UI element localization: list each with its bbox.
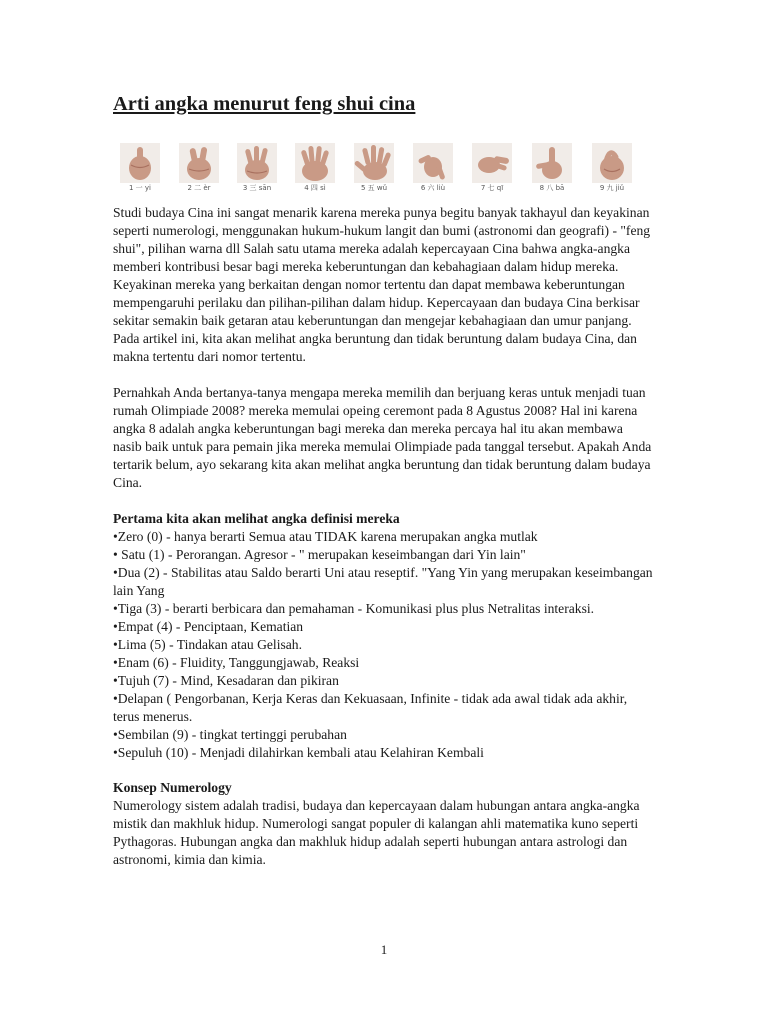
hand-nine-icon [592, 143, 632, 183]
hand-gesture-8 [530, 143, 574, 195]
definitions-heading: Pertama kita akan melihat angka definisi mereka [113, 511, 400, 526]
definition-five: •Lima (5) - Tindakan atau Gelisah. [113, 637, 302, 652]
definition-seven: •Tujuh (7) - Mind, Kesadaran dan pikiran [113, 673, 339, 688]
hand-gesture-9 [590, 143, 634, 195]
hand-gesture-5 [352, 143, 396, 195]
hand-label: 4 四 sì [304, 184, 326, 192]
paragraph-spacer [113, 762, 653, 779]
hand-two-icon [179, 143, 219, 183]
hand-gesture-6 [411, 143, 455, 195]
definition-three: •Tiga (3) - berarti berbicara dan pemahaman - Komunikasi plus plus Netralitas interaksi. [113, 601, 595, 616]
hand-label: 6 六 liù [420, 184, 446, 192]
hand-gestures-figure [118, 143, 634, 195]
definition-zero: •Zero (0) - hanya berarti Semua atau TIDAK karena merupakan angka mutlak [113, 529, 538, 544]
hand-label: 7 七 qī [480, 184, 504, 192]
numerology-heading: Konsep Numerology [113, 780, 232, 795]
document-title: Arti angka menurut feng shui cina [113, 93, 416, 115]
definition-eight: •Delapan ( Pengorbanan, Kerja Keras dan Kekuasaan, Infinite - tidak ada awal tidak ada akhir, terus menerus. [113, 691, 628, 724]
hand-gesture-7 [470, 143, 514, 195]
hand-seven-icon [472, 143, 512, 183]
definition-six: •Enam (6) - Fluidity, Tanggungjawab, Reaksi [113, 655, 360, 670]
hand-six-icon [413, 143, 453, 183]
hand-gesture-4 [293, 143, 337, 195]
hand-label: 2 二 èr [187, 184, 211, 192]
hand-label: 3 三 sān [242, 184, 272, 192]
hand-four-icon [295, 143, 335, 183]
olympics-paragraph: Pernahkah Anda bertanya-tanya mengapa mereka memilih dan berjuang keras untuk menjadi tuan rumah Olimpiade 2008? mereka memulai opeing ceremont pada 8 Agustus 2008? Hal ini karena angka 8 adalah angka keberuntungan bagi mereka dan mereka percaya hal itu akan membawa nasib baik untuk para pemain jika mereka memulai Olimpiade pada tanggal tersebut. Apakah Anda tertarik belum, ayo sekarang kita akan melihat angka beruntung dan tidak beruntung dalam budaya Cina. [113, 385, 652, 490]
numerology-paragraph: Numerology sistem adalah tradisi, budaya dan kepercayaan dalam hubungan antara angka-angka mistik dan makhluk hidup. Numerologi sangat populer di kalangan ahli matematika kuno seperti Pythagoras. Hubungan angka dan makhluk hidup adalah seperti hubungan antara astrologi dan astronomi, kimia dan kimia. [113, 798, 640, 867]
hand-label: 1 一 yi [129, 184, 151, 192]
definition-one: • Satu (1) - Perorangan. Agresor - " merupakan keseimbangan dari Yin lain" [113, 547, 526, 562]
definition-ten: •Sepuluh (10) - Menjadi dilahirkan kembali atau Kelahiran Kembali [113, 745, 484, 760]
hand-label: 5 五 wǔ [360, 184, 388, 192]
hand-label: 9 九 jiǔ [599, 184, 625, 192]
hand-gesture-2 [177, 143, 221, 195]
page-number: 1 [380, 942, 388, 957]
hand-three-icon [237, 143, 277, 183]
hand-gesture-3 [235, 143, 279, 195]
document-body [113, 204, 653, 869]
hand-eight-icon [532, 143, 572, 183]
hand-label: 8 八 bā [539, 184, 565, 192]
intro-paragraph: Studi budaya Cina ini sangat menarik karena mereka punya begitu banyak takhayul dan keyakinan seperti numerologi, menggunakan hukum-hukum langit dan bumi (astronomi dan geografi) - "feng shui", pilihan warna dll Salah satu utama mereka adalah kepercayaan Cina bahwa angka-angka memberi kontribusi besar bagi mereka keberuntungan dan kebahagiaan dalam hidup mereka. Keyakinan mereka yang berkaitan dengan nomor tertentu dan dapat membawa keberuntungan mempengaruhi perilaku dan pilihan-pilihan dalam hidup. Kepercayaan dan budaya Cina berkisar sekitar semakin baik getaran atau keberuntungan dan mengejar kebahagiaan dan umur panjang. Pada artikel ini, kita akan melihat angka beruntung dan tidak beruntung dalam budaya Cina, dan makna tertentu dari nomor tertentu. [113, 205, 651, 364]
definition-nine: •Sembilan (9) - tingkat tertinggi perubahan [113, 727, 347, 742]
hand-one-icon [120, 143, 160, 183]
hand-gesture-1 [118, 143, 162, 195]
definition-two: •Dua (2) - Stabilitas atau Saldo berarti Uni atau reseptif. "Yang Yin yang merupakan keseimbangan lain Yang [113, 565, 653, 598]
hand-five-icon [354, 143, 394, 183]
paragraph-spacer [113, 492, 653, 510]
definition-four: •Empat (4) - Penciptaan, Kematian [113, 619, 304, 634]
paragraph-spacer [113, 366, 653, 384]
